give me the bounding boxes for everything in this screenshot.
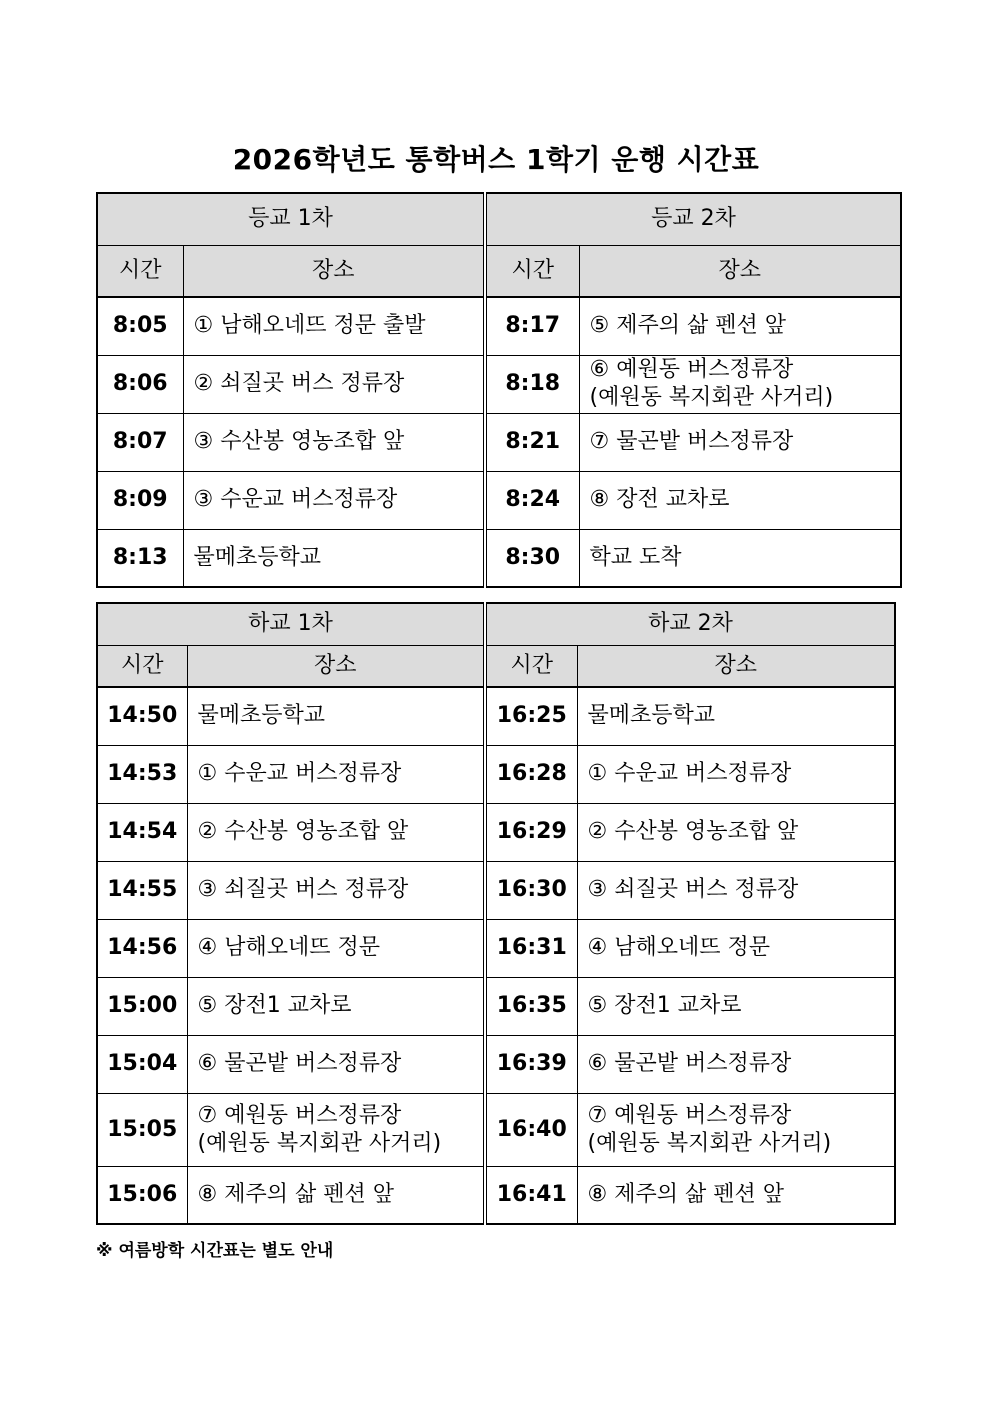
time-cell: 16:41 xyxy=(485,1166,577,1224)
time-cell: 16:40 xyxy=(485,1093,577,1166)
time-cell: 14:55 xyxy=(97,861,187,919)
time-cell: 16:29 xyxy=(485,803,577,861)
afternoon-rows xyxy=(97,687,895,1224)
column-header-time: 시간 xyxy=(97,645,187,687)
time-cell: 8:21 xyxy=(485,413,579,471)
time-cell: 8:05 xyxy=(97,297,183,355)
place-text: ④ 남해오네뜨 정문 xyxy=(587,935,770,960)
place-text: (예원동 복지회관 사거리) xyxy=(587,1130,832,1156)
time-cell: 14:50 xyxy=(97,687,187,745)
place-text: ⑧ 제주의 삶 펜션 앞 xyxy=(587,1181,784,1207)
group-header-morning-2: 등교 2차 xyxy=(485,193,901,245)
place-cell xyxy=(187,687,485,745)
place-cell xyxy=(187,803,485,861)
place-cell xyxy=(187,1166,485,1224)
table-row xyxy=(97,1035,895,1093)
place-cell xyxy=(577,977,895,1035)
morning-rows xyxy=(97,297,901,587)
time-cell: 16:35 xyxy=(485,977,577,1035)
time-cell: 16:28 xyxy=(485,745,577,803)
place-cell xyxy=(187,919,485,977)
column-header-place: 장소 xyxy=(577,645,895,687)
place-text: (예원동 복지회관 사거리) xyxy=(589,385,834,410)
time-cell: 16:31 xyxy=(485,919,577,977)
time-cell: 8:18 xyxy=(485,355,579,413)
place-cell xyxy=(183,297,485,355)
footnote: ※ 여름방학 시간표는 별도 안내 xyxy=(96,1241,334,1261)
place-text: ② 수산봉 영농조합 앞 xyxy=(587,819,799,844)
place-cell xyxy=(183,471,485,529)
table-row xyxy=(97,1166,895,1224)
place-cell xyxy=(187,1093,485,1166)
place-text: 물메초등학교 xyxy=(587,703,716,729)
table-row xyxy=(97,413,901,471)
place-text: 학교 도착 xyxy=(589,544,682,570)
group-header-afternoon-2: 하교 2차 xyxy=(485,603,895,645)
time-cell: 8:07 xyxy=(97,413,183,471)
place-cell xyxy=(577,803,895,861)
time-cell: 16:39 xyxy=(485,1035,577,1093)
table-row xyxy=(97,471,901,529)
place-text: ⑦ 예원동 버스정류장 xyxy=(587,1102,792,1128)
table-row xyxy=(97,919,895,977)
place-cell xyxy=(579,529,901,587)
place-cell xyxy=(579,413,901,471)
afternoon-schedule-table xyxy=(96,602,896,1225)
place-text: ② 수산봉 영농조합 앞 xyxy=(197,819,409,844)
place-text: ③ 쇠질곳 버스 정류장 xyxy=(197,877,409,902)
place-text: ③ 수산봉 영농조합 앞 xyxy=(193,429,405,454)
place-text: ① 수운교 버스정류장 xyxy=(587,761,792,786)
morning-schedule-table xyxy=(96,192,902,588)
page-title: 2026학년도 통학버스 1학기 운행 시간표 xyxy=(232,143,760,176)
place-cell xyxy=(577,861,895,919)
column-header-time: 시간 xyxy=(485,645,577,687)
place-cell xyxy=(183,529,485,587)
place-text: (예원동 복지회관 사거리) xyxy=(197,1130,442,1156)
place-cell xyxy=(577,1166,895,1224)
group-header-afternoon-1: 하교 1차 xyxy=(97,603,485,645)
column-header-place: 장소 xyxy=(579,245,901,297)
place-cell xyxy=(183,413,485,471)
time-cell: 8:09 xyxy=(97,471,183,529)
place-text: ① 남해오네뜨 정문 출발 xyxy=(193,313,426,339)
column-header-time: 시간 xyxy=(97,245,183,297)
group-header-morning-1: 등교 1차 xyxy=(97,193,485,245)
place-text: ③ 수운교 버스정류장 xyxy=(193,487,398,512)
time-cell: 8:17 xyxy=(485,297,579,355)
time-cell: 15:04 xyxy=(97,1035,187,1093)
table-row xyxy=(97,803,895,861)
place-cell xyxy=(187,861,485,919)
place-text: ⑤ 장전1 교차로 xyxy=(197,993,352,1018)
place-text: ⑥ 물곤밭 버스정류장 xyxy=(197,1051,402,1076)
place-cell xyxy=(579,471,901,529)
time-cell: 8:13 xyxy=(97,529,183,587)
table-row xyxy=(97,1093,895,1166)
place-text: 물메초등학교 xyxy=(193,544,322,570)
place-cell xyxy=(187,1035,485,1093)
place-cell xyxy=(579,355,901,413)
table-row xyxy=(97,529,901,587)
column-header-time: 시간 xyxy=(485,245,579,297)
place-text: ⑦ 물곤밭 버스정류장 xyxy=(589,429,794,454)
place-text: ⑥ 물곤밭 버스정류장 xyxy=(587,1051,792,1076)
place-text: ① 수운교 버스정류장 xyxy=(197,761,402,786)
table-row xyxy=(97,977,895,1035)
place-cell xyxy=(183,355,485,413)
place-cell xyxy=(187,977,485,1035)
time-cell: 15:00 xyxy=(97,977,187,1035)
place-text: ⑤ 제주의 삶 펜션 앞 xyxy=(589,313,786,339)
place-text: ⑧ 제주의 삶 펜션 앞 xyxy=(197,1181,394,1207)
place-cell xyxy=(577,919,895,977)
place-text: ④ 남해오네뜨 정문 xyxy=(197,935,380,960)
place-text: ⑦ 예원동 버스정류장 xyxy=(197,1102,402,1128)
column-header-place: 장소 xyxy=(183,245,485,297)
time-cell: 16:25 xyxy=(485,687,577,745)
place-cell xyxy=(577,1035,895,1093)
time-cell: 14:53 xyxy=(97,745,187,803)
place-text: ⑤ 장전1 교차로 xyxy=(587,993,742,1018)
time-cell: 15:06 xyxy=(97,1166,187,1224)
place-cell xyxy=(577,745,895,803)
place-cell xyxy=(577,687,895,745)
place-text: ⑥ 예원동 버스정류장 xyxy=(589,357,794,382)
table-row xyxy=(97,687,895,745)
time-cell: 16:30 xyxy=(485,861,577,919)
table-row xyxy=(97,745,895,803)
time-cell: 15:05 xyxy=(97,1093,187,1166)
place-text: ⑧ 장전 교차로 xyxy=(589,487,730,512)
time-cell: 8:24 xyxy=(485,471,579,529)
time-cell: 14:54 xyxy=(97,803,187,861)
place-cell xyxy=(187,745,485,803)
place-cell xyxy=(579,297,901,355)
place-text: ② 쇠질곳 버스 정류장 xyxy=(193,371,405,396)
time-cell: 8:06 xyxy=(97,355,183,413)
place-text: 물메초등학교 xyxy=(197,703,326,729)
table-row xyxy=(97,297,901,355)
table-row xyxy=(97,861,895,919)
place-cell xyxy=(577,1093,895,1166)
table-row xyxy=(97,355,901,413)
time-cell: 14:56 xyxy=(97,919,187,977)
place-text: ③ 쇠질곳 버스 정류장 xyxy=(587,877,799,902)
column-header-place: 장소 xyxy=(187,645,485,687)
time-cell: 8:30 xyxy=(485,529,579,587)
